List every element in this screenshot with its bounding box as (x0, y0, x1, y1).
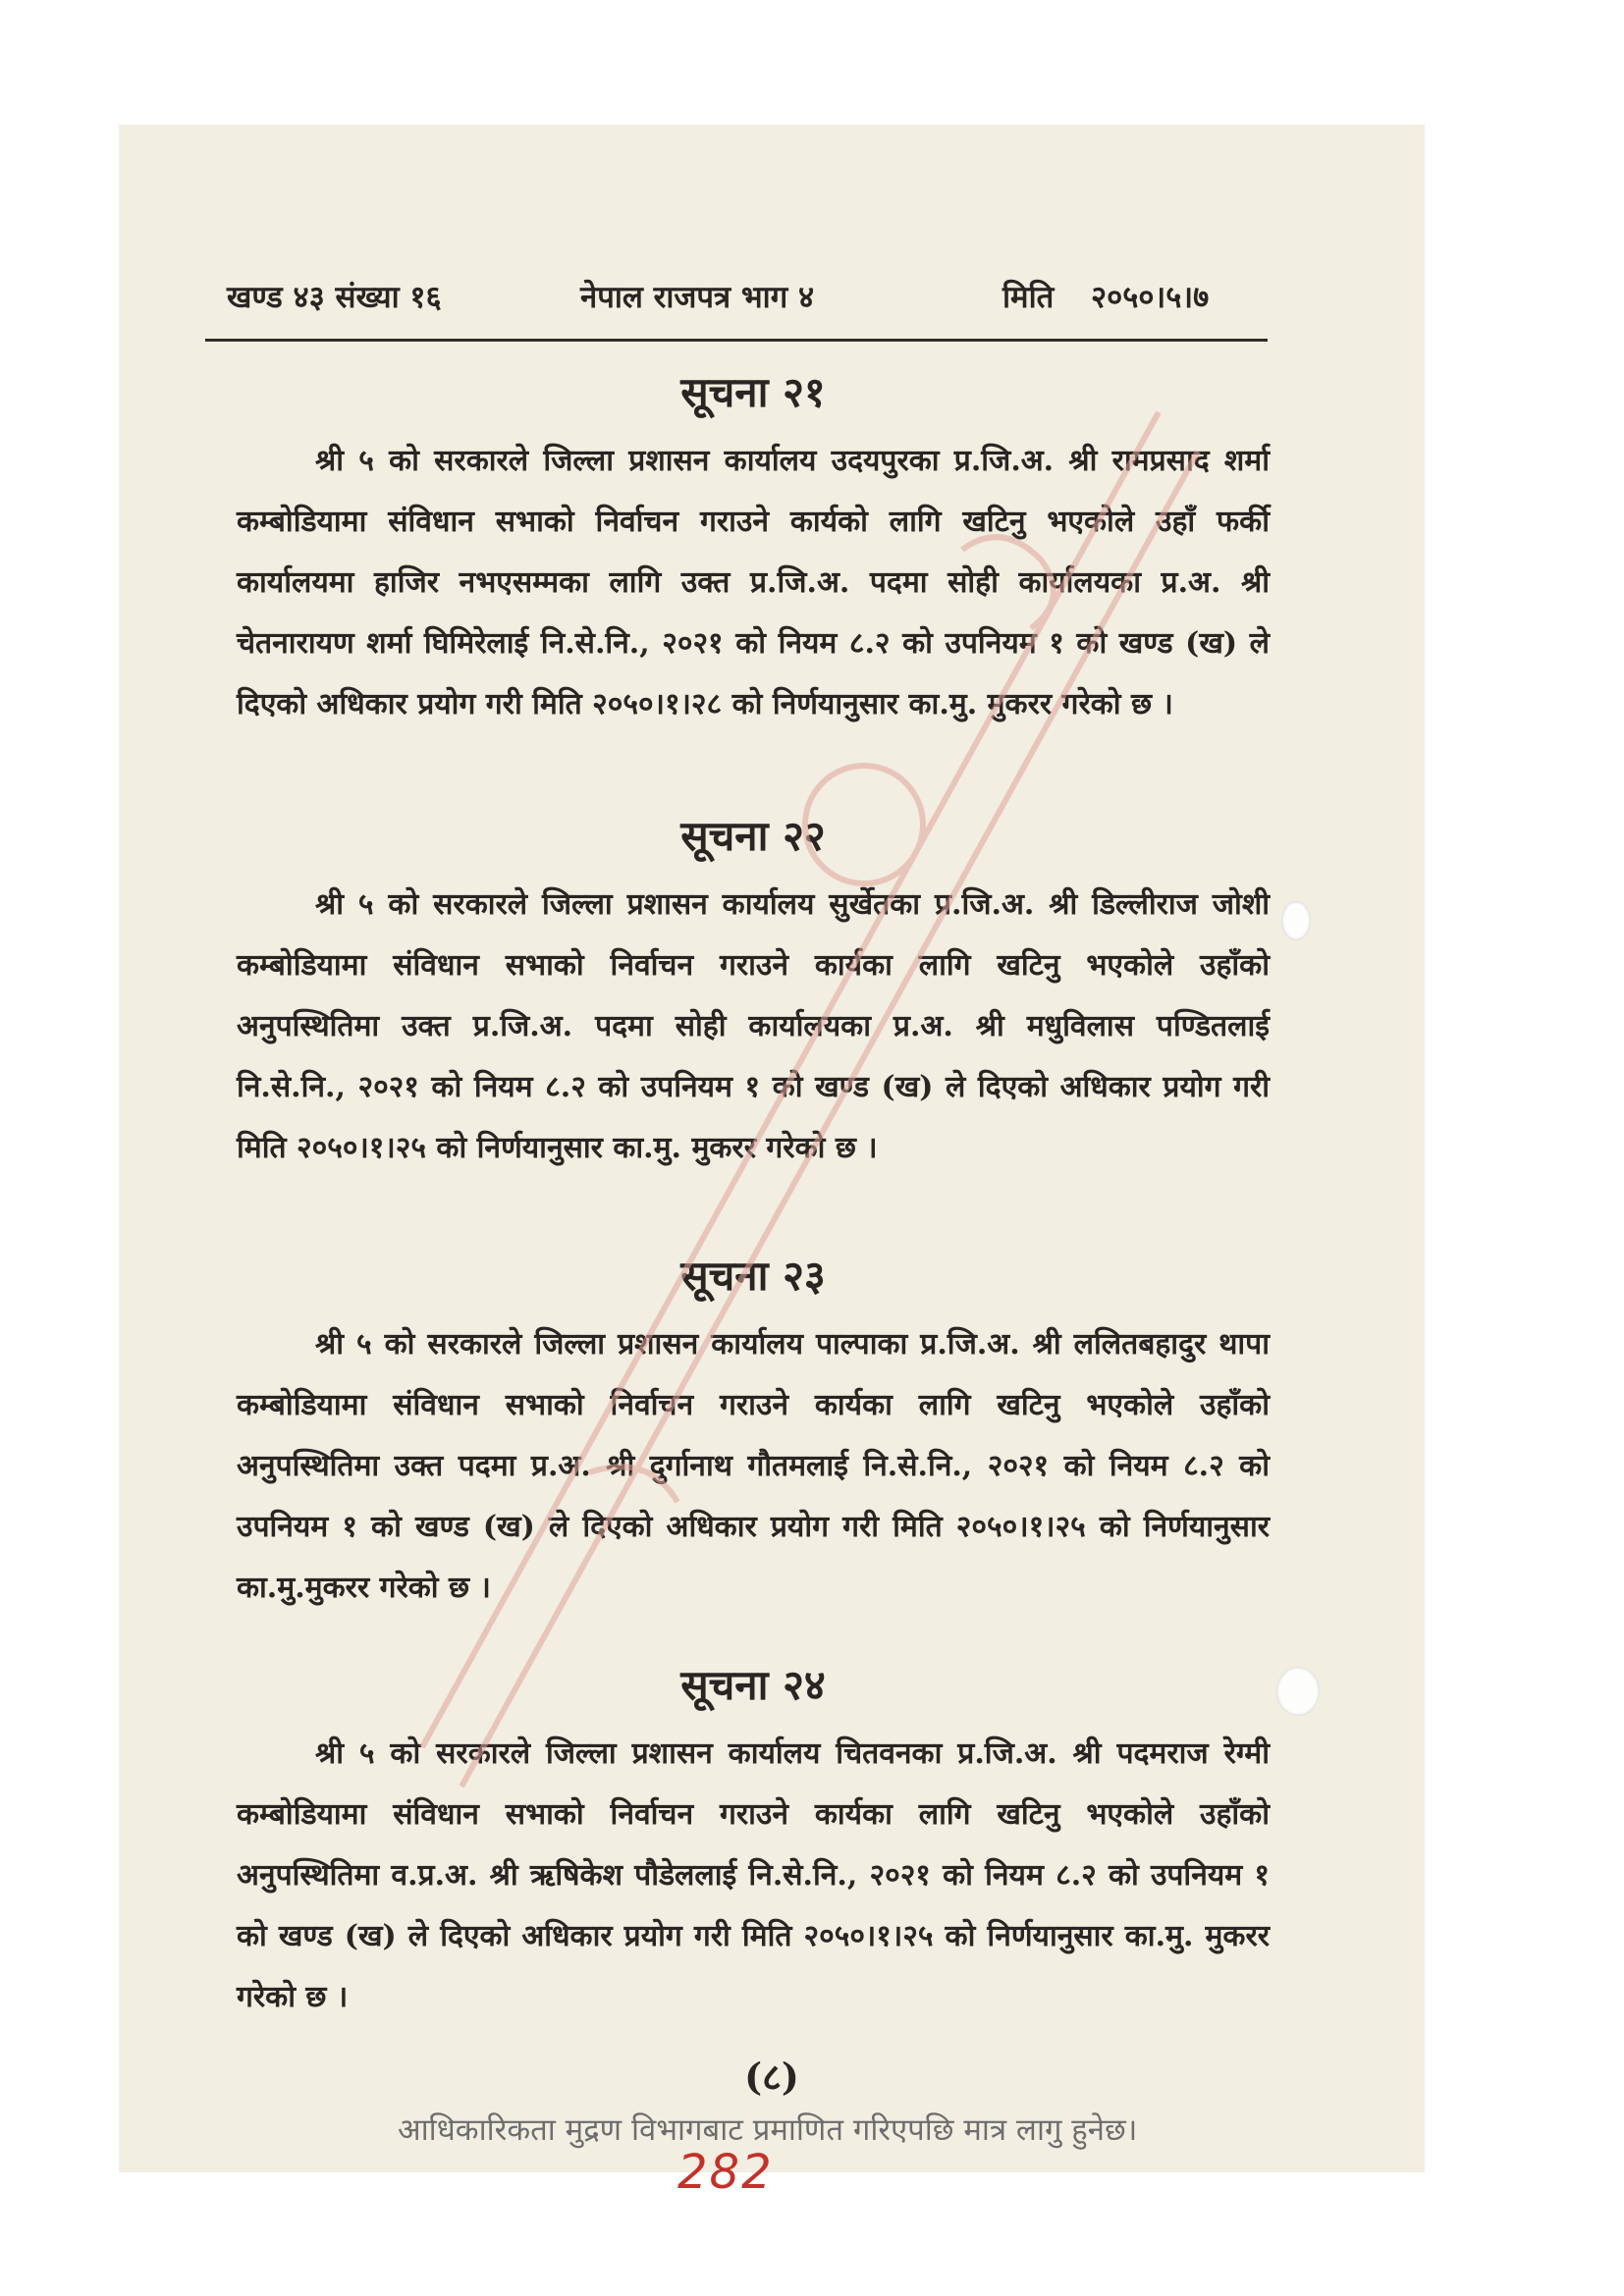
punch-hole (1281, 901, 1311, 940)
notice-23 (237, 1252, 1270, 1619)
volume-issue: खण्ड ४३ संख्या १६ (227, 280, 442, 315)
notice-24 (237, 1661, 1270, 2028)
notice-body: श्री ५ को सरकारले जिल्ला प्रशासन कार्यालय पाल्पाका प्र.जि.अ. श्री ललितबहादुर थापा कम्बोडियामा संविधान सभाको निर्वाचन गराउने कार्यका लागि खटिनु भएकोले उहाँको अनुपस्थितिमा उक्त पदमा प्र.अ. श्री दुर्गानाथ गौतमलाई नि.से.नि., २०२१ को नियम ८.२ को उपनियम १ को खण्ड (ख) ले दिएको अधिकार प्रयोग गरी मिति २०५०।१।२५ को निर्णयानुसार का.मु.मुकरर गरेको छ । (237, 1327, 1270, 1606)
header-rule (205, 339, 1268, 342)
punch-hole (1276, 1667, 1320, 1716)
notice-title: सूचना २४ (680, 1661, 826, 1709)
notice-body: श्री ५ को सरकारले जिल्ला प्रशासन कार्यालय सुर्खेतका प्र.जि.अ. श्री डिल्लीराज जोशी कम्बोडियामा संविधान सभाको निर्वाचन गराउने कार्यका लागि खटिनु भएकोले उहाँको अनुपस्थितिमा उक्त प्र.जि.अ. पदमा सोही कार्यालयका प्र.अ. श्री मधुविलास पण्डितलाई नि.से.नि., २०२१ को नियम ८.२ को उपनियम १ को खण्ड (ख) ले दिएको अधिकार प्रयोग गरी मिति २०५०।१।२५ को निर्णयानुसार का.मु. मुकरर गरेको छ । (237, 887, 1270, 1166)
notice-title: सूचना २१ (680, 368, 826, 416)
authenticity-note: आधिकारिकता मुद्रण विभागबाट प्रमाणित गरिएपछि मात्र लागु हुनेछ। (398, 2112, 1138, 2148)
notice-title: सूचना २२ (680, 812, 826, 860)
page-number: (८) (744, 2055, 799, 2099)
gazette-title: नेपाल राजपत्र भाग ४ (580, 280, 815, 315)
notice-22 (237, 812, 1270, 1179)
date-value: २०५०।५।७ (1091, 280, 1210, 315)
date-label: मिति (1002, 280, 1055, 315)
notice-body: श्री ५ को सरकारले जिल्ला प्रशासन कार्यालय चितवनका प्र.जि.अ. श्री पदमराज रेग्मी कम्बोडियामा संविधान सभाको निर्वाचन गराउने कार्यका लागि खटिनु भएकोले उहाँको अनुपस्थितिमा व.प्र.अ. श्री ऋषिकेश पौडेललाई नि.से.नि., २०२१ को नियम ८.२ को उपनियम १ को खण्ड (ख) ले दिएको अधिकार प्रयोग गरी मिति २०५०।१।२५ को निर्णयानुसार का.मु. मुकरर गरेको छ । (237, 1736, 1270, 2015)
handwritten-page-number: 282 (677, 2145, 774, 2200)
notice-title: सूचना २३ (680, 1252, 826, 1300)
gazette-page (119, 125, 1425, 2172)
notice-21 (237, 368, 1270, 735)
notice-body: श्री ५ को सरकारले जिल्ला प्रशासन कार्यालय उदयपुरका प्र.जि.अ. श्री रामप्रसाद शर्मा कम्बोडियामा संविधान सभाको निर्वाचन गराउने कार्यको लागि खटिनु भएकोले उहाँ फर्की कार्यालयमा हाजिर नभएसम्मका लागि उक्त प्र.जि.अ. पदमा सोही कार्यालयका प्र.अ. श्री चेतनारायण शर्मा घिमिरेलाई नि.से.नि., २०२१ को नियम ८.२ को उपनियम १ को खण्ड (ख) ले दिएको अधिकार प्रयोग गरी मिति २०५०।१।२८ को निर्णयानुसार का.मु. मुकरर गरेको छ । (237, 444, 1270, 722)
page-header (207, 262, 1268, 321)
